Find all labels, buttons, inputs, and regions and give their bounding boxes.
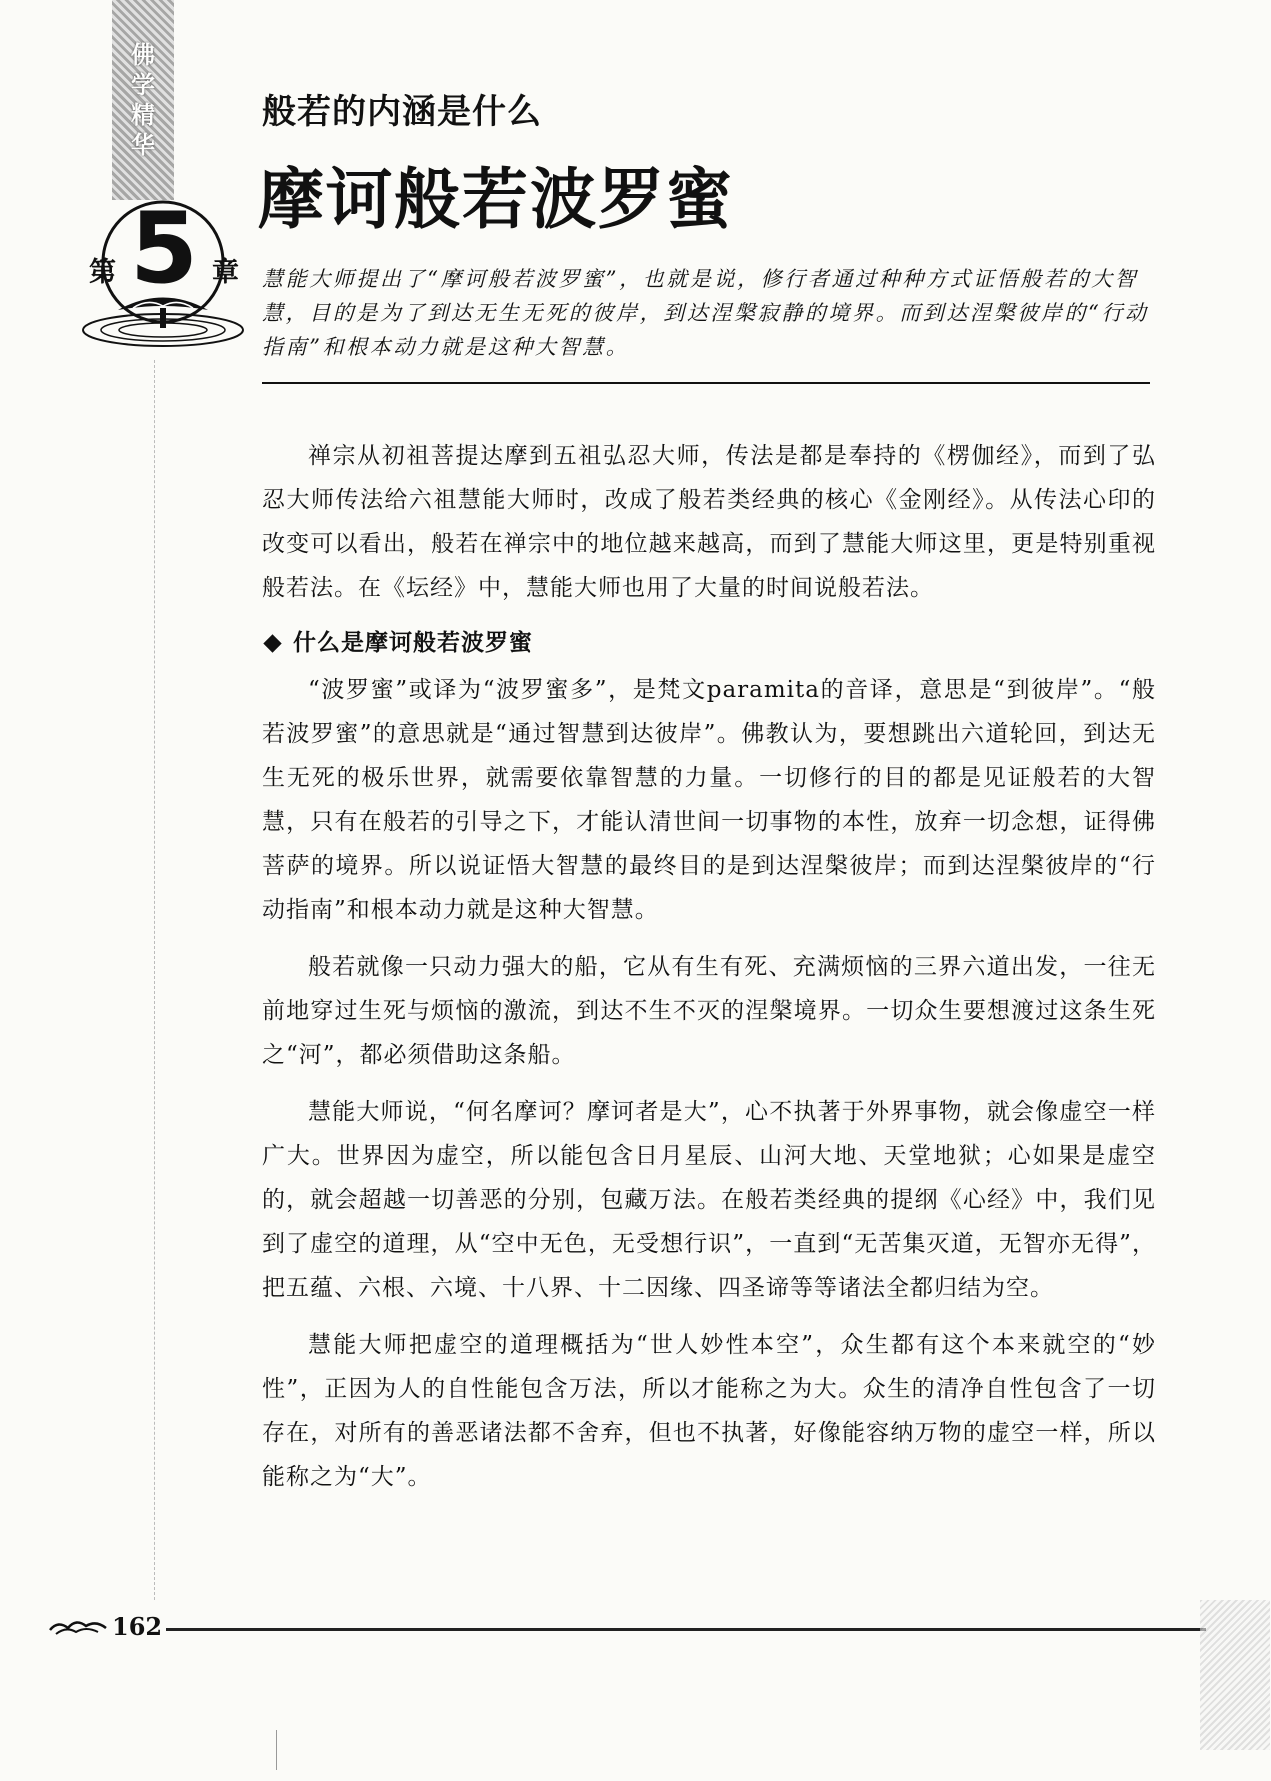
paragraph: 慧能大师说，“何名摩诃？摩诃者是大”，心不执著于外界事物，就会像虚空一样广大。世界因为虚空，所以能包含日月星辰、山河大地、天堂地狱；心如果是虚空的，就会超越一切善恶的分别，包藏万法。在般若类经典的提纲《心经》中，我们见到了虚空的道理，从“空中无色，无受想行识”，一直到“无苦集灭道，无智亦无得”，把五蕴、六根、六境、十八界、十二因缘、四圣谛等等诸法全都归结为空。	[262, 1099, 1156, 1301]
section-heading-text: 什么是摩诃般若波罗蜜	[293, 630, 533, 656]
page-footer	[48, 1612, 1158, 1642]
cloud-ornament-icon	[48, 1616, 108, 1638]
paragraph: 慧能大师把虚空的道理概括为“世人妙性本空”，众生都有这个本来就空的“妙性”，正因为人的自性能包含万法，所以才能称之为大。众生的清净自性包含了一切存在，对所有的善恶诸法都不舍弃，但也不执著，好像能容纳万物的虚空一样，所以能称之为“大”。	[262, 1332, 1156, 1490]
margin-dashed-line	[154, 360, 155, 1600]
chapter-title: 摩诃般若波罗蜜	[258, 161, 734, 238]
footer-rule	[166, 1628, 1206, 1631]
chapter-subtitle: 般若的内涵是什么	[262, 92, 542, 132]
paragraph: 禅宗从初祖菩提达摩到五祖弘忍大师，传法是都是奉持的《楞伽经》，而到了弘忍大师传法给六祖慧能大师时，改成了般若类经典的核心《金刚经》。从传法心印的改变可以看出，般若在禅宗中的地位越来越高，而到了慧能大师这里，更是特别重视般若法。在《坛经》中，慧能大师也用了大量的时间说般若法。	[262, 443, 1156, 601]
page-number: 162	[112, 1612, 163, 1641]
chapter-suffix: 章	[212, 257, 239, 288]
paragraph: 般若就像一只动力强大的船，它从有生有死、充满烦恼的三界六道出发，一往无前地穿过生死与烦恼的激流，到达不生不灭的涅槃境界。一切众生要想渡过这条生死之“河”，都必须借助这条船。	[262, 954, 1156, 1068]
side-decoration	[112, 0, 174, 200]
scan-speckle	[1200, 1600, 1270, 1750]
paragraph: “波罗蜜”或译为“波罗蜜多”，是梵文paramita的音译，意思是“到彼岸”。“般若波罗蜜”的意思就是“通过智慧到达彼岸”。佛教认为，要想跳出六道轮回，到达无生无死的极乐世界，就需要依靠智慧的力量。一切修行的目的都是见证般若的大智慧，只有在般若的引导之下，才能认清世间一切事物的本性，放弃一切念想，证得佛菩萨的境界。所以说证悟大智慧的最终目的是到达涅槃彼岸；而到达涅槃彼岸的“行动指南”和根本动力就是这种大智慧。	[262, 677, 1156, 923]
side-label: 佛学精华	[131, 41, 155, 159]
chapter-badge	[78, 190, 248, 360]
body-text	[262, 434, 1156, 1512]
scan-mark	[276, 1730, 277, 1770]
intro-divider	[262, 382, 1150, 384]
chapter-intro: 慧能大师提出了“摩诃般若波罗蜜”，也就是说，修行者通过种种方式证悟般若的大智慧，目的是为了到达无生无死的彼岸，到达涅槃寂静的境界。而到达涅槃彼岸的“行动指南”和根本动力就是这种大智慧。	[262, 267, 1149, 359]
section-heading	[262, 624, 1156, 662]
diamond-bullet-icon	[263, 634, 281, 652]
chapter-number: 5	[129, 192, 199, 306]
chapter-prefix: 第	[89, 257, 116, 288]
